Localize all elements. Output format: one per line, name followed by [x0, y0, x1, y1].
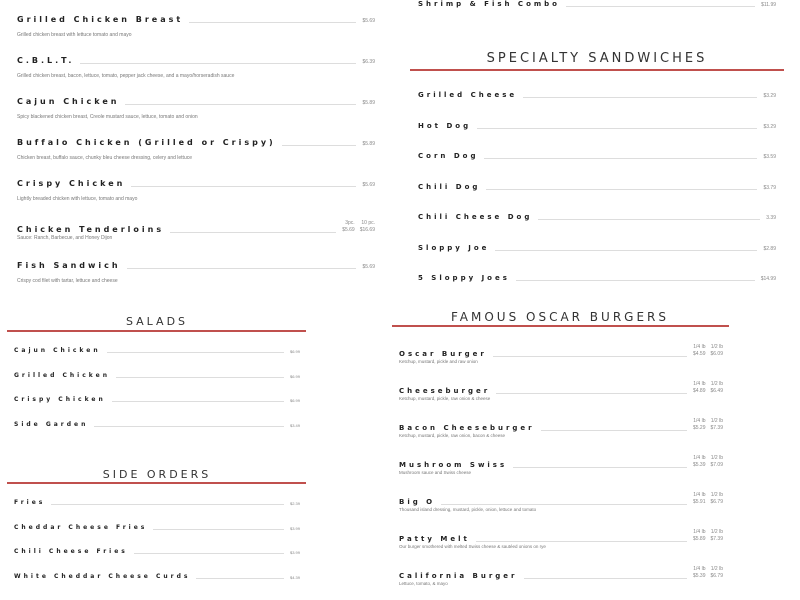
menu-item-row [14, 573, 300, 580]
item-name: Big O [399, 498, 436, 506]
leader-line [282, 144, 357, 146]
item-price: $5.89 [362, 100, 375, 106]
menu-item-row [14, 421, 300, 428]
leader-line [496, 392, 687, 394]
item-description: Grilled chicken breast with lettuce tomato and mayo [17, 32, 132, 38]
menu-item-row [399, 381, 723, 395]
item-name: 5 Sloppy Joes [418, 274, 510, 282]
size-label: 1/2 lb [710, 418, 723, 424]
price-grid [693, 418, 723, 432]
menu-item-row [17, 261, 375, 270]
size-label: 1/2 lb [710, 492, 723, 498]
leader-line [441, 503, 687, 505]
menu-item [17, 15, 375, 38]
size-label: 1/4 lb [693, 455, 706, 461]
item-name: Fish Sandwich [17, 261, 121, 270]
menu-item [399, 418, 723, 438]
item-price: $3.99 [289, 525, 300, 531]
size-label: 1/2 lb [710, 344, 723, 350]
menu-item-row [14, 372, 300, 379]
item-description: Ketchup, mustard, pickle, raw onion & cheese [399, 396, 491, 401]
menu-item [17, 138, 375, 161]
item-price: $5.69 [362, 18, 375, 24]
menu-item [418, 122, 776, 130]
item-price: $14.99 [760, 276, 776, 282]
menu-item [399, 492, 723, 512]
item-name: Mushroom Swiss [399, 461, 508, 469]
item-price: $7.39 [710, 536, 723, 542]
menu-item-row [418, 122, 776, 130]
menu-item [17, 97, 375, 120]
menu-item-row [418, 244, 776, 252]
item-name: Bacon Cheeseburger [399, 424, 535, 432]
leader-line [476, 540, 687, 542]
item-name: Oscar Burger [399, 350, 487, 358]
size-label: 1/4 lb [693, 492, 706, 498]
item-price: $2.89 [763, 245, 776, 252]
item-name: Grilled Chicken Breast [17, 15, 184, 24]
price-grid [693, 381, 723, 395]
item-description: Ketchup, mustard, pickle, raw onion, bacon & cheese [399, 433, 506, 438]
menu-item-row [14, 548, 300, 555]
item-price: $6.49 [710, 388, 723, 394]
menu-item [14, 548, 300, 555]
menu-item-row [399, 566, 723, 580]
menu-item-row [14, 499, 300, 506]
menu-item [418, 274, 776, 282]
item-description: Spicy blackened chicken breast, Creole mustard sauce, lettuce, tomato and onion [17, 114, 198, 120]
size-label: 1/4 lb [693, 418, 706, 424]
menu-item [399, 566, 723, 586]
size-label: 1/4 lb [693, 566, 706, 572]
size-label: 1/2 lb [710, 455, 723, 461]
item-name: Corn Dog [418, 152, 479, 160]
item-name: Chili Dog [418, 182, 481, 191]
leader-line [495, 249, 757, 251]
leader-line [484, 157, 757, 159]
item-name: Side Garden [14, 420, 89, 428]
menu-item-row [14, 347, 300, 354]
leader-line [112, 400, 284, 402]
item-price: $4.89 [692, 388, 706, 394]
size-label: 1/2 lb [710, 381, 723, 387]
item-name: Cajun Chicken [14, 347, 101, 354]
price-grid [693, 492, 723, 506]
item-price: $5.69 [362, 264, 375, 270]
item-name: C.B.L.T. [17, 56, 75, 65]
leader-line [493, 355, 687, 357]
item-price: $5.39 [692, 573, 706, 579]
item-name: Crispy Chicken [17, 179, 126, 188]
item-price: 3.39 [766, 215, 776, 221]
menu-item [17, 261, 375, 284]
menu-item-row [418, 213, 776, 221]
menu-item [14, 396, 300, 403]
menu-item [17, 179, 375, 202]
item-description: Mushroom sauce and Swiss cheese [399, 470, 472, 475]
menu-item [14, 524, 300, 531]
menu-item-row [14, 396, 300, 403]
item-name: Cajun Chicken [17, 97, 120, 106]
leader-line [131, 185, 356, 187]
section-title: SALADS [125, 315, 189, 328]
menu-item [399, 455, 723, 475]
item-name: Buffalo Chicken (Grilled or Crispy) [17, 138, 276, 147]
item-name: Grilled Cheese [418, 91, 518, 99]
item-name: Grilled Chicken [14, 371, 110, 379]
section-title: SIDE ORDERS [102, 468, 212, 481]
menu-item [14, 499, 300, 506]
section-divider [392, 325, 729, 327]
leader-line [51, 503, 284, 505]
leader-line [153, 528, 284, 530]
item-name: California Burger [399, 572, 518, 580]
size-label: 1/2 lb [710, 529, 723, 535]
menu-item-row [418, 183, 776, 191]
item-name: Patty Melt [399, 535, 470, 543]
menu-item-row [17, 15, 375, 24]
item-name: White Cheddar Cheese Curds [14, 572, 191, 580]
menu-item-row [418, 0, 776, 8]
menu-item-row [17, 220, 375, 234]
price-grid [693, 455, 723, 469]
menu-item-row [17, 138, 375, 147]
item-description: Crispy cod filet with tartar, lettuce and cheese [17, 278, 118, 284]
section-divider [7, 482, 306, 484]
size-label: 10 pc. [361, 220, 375, 226]
menu-item [14, 421, 300, 428]
menu-item-row [399, 492, 723, 506]
item-price: $6.09 [710, 351, 723, 357]
leader-line [541, 429, 687, 431]
menu-item [14, 573, 300, 580]
item-name: Shrimp & Fish Combo [418, 0, 560, 8]
menu-item [17, 220, 375, 241]
item-name: Chicken Tenderloins [17, 225, 165, 234]
item-name: Hot Dog [418, 121, 472, 130]
item-name: Cheeseburger [399, 387, 491, 395]
price-grid [693, 529, 723, 543]
leader-line [523, 96, 757, 98]
leader-line [116, 376, 284, 378]
menu-item-row [418, 152, 776, 160]
item-price: $5.29 [692, 425, 706, 431]
leader-line [196, 577, 284, 579]
size-label: 3pc. [345, 220, 355, 226]
item-description: Lightly breaded chicken with lettuce, tomato and mayo [17, 196, 138, 202]
item-description: Thousand island dressing, mustard, pickle, onion, lettuce and tomato [399, 507, 537, 512]
item-description: Lettuce, tomato, & mayo [399, 581, 448, 586]
size-label: 1/4 lb [693, 344, 706, 350]
item-price: $3.59 [763, 154, 776, 160]
menu-item [399, 529, 723, 549]
leader-line [538, 218, 760, 220]
menu-item-row [418, 274, 776, 282]
item-price: $3.99 [289, 550, 300, 555]
menu-item [14, 347, 300, 354]
menu-item [418, 91, 776, 99]
item-price: $5.89 [362, 141, 375, 147]
section-divider [7, 330, 306, 332]
item-price: $5.89 [692, 536, 706, 542]
item-price: $6.99 [289, 349, 300, 354]
menu-item-row [399, 418, 723, 432]
menu-item-row [17, 56, 375, 65]
leader-line [486, 188, 757, 190]
item-description: Sauce: Ranch, Barbecue, and Honey Dijon [17, 235, 113, 241]
menu-item [418, 244, 776, 252]
item-description: Our burger smothered with melted Swiss cheese & sautéed onions on rye [399, 544, 546, 549]
size-label: 1/4 lb [693, 381, 706, 387]
size-label: 1/2 lb [710, 566, 723, 572]
leader-line [107, 351, 284, 353]
item-price: $4.59 [692, 351, 706, 357]
item-name: Crispy Chicken [14, 396, 106, 403]
item-name: Chili Cheese Fries [14, 548, 128, 555]
item-name: Fries [14, 499, 46, 506]
menu-item-row [399, 529, 723, 543]
section-title: FAMOUS OSCAR BURGERS [450, 310, 669, 324]
menu-item-row [399, 344, 723, 358]
leader-line [125, 103, 356, 105]
menu-item [399, 381, 723, 401]
item-description: Grilled chicken breast, bacon, lettuce, tomato, pepper jack cheese, and a mayo/horseradish sauce [17, 73, 235, 79]
item-name: Chili Cheese Dog [418, 213, 533, 221]
item-price: $5.69 [342, 227, 355, 233]
menu-item [418, 183, 776, 191]
menu-item-row [17, 97, 375, 106]
item-price: $2.39 [289, 501, 300, 506]
item-price: $5.91 [692, 499, 706, 505]
item-price: $3.79 [763, 184, 776, 191]
menu-item [14, 372, 300, 379]
item-price: $6.99 [289, 398, 300, 403]
leader-line [513, 466, 687, 468]
item-name: Cheddar Cheese Fries [14, 523, 148, 531]
item-price: $4.39 [289, 574, 300, 580]
menu-item-row [17, 179, 375, 188]
item-price: $3.29 [763, 123, 776, 130]
leader-line [189, 21, 356, 23]
leader-line [516, 279, 755, 281]
item-price: $6.79 [710, 499, 723, 505]
section-title: SPECIALTY SANDWICHES [486, 51, 708, 66]
item-price: $16.69 [359, 227, 375, 233]
size-label: 1/4 lb [693, 529, 706, 535]
item-price: $3.29 [763, 93, 776, 99]
menu-item [418, 0, 776, 8]
leader-line [566, 5, 755, 7]
menu-item [399, 344, 723, 364]
price-grid [693, 566, 723, 580]
item-price: $3.49 [289, 422, 300, 428]
section-divider [410, 69, 784, 71]
leader-line [80, 62, 356, 64]
item-price: $7.09 [710, 462, 723, 468]
menu-item [418, 152, 776, 160]
price-grid [342, 220, 375, 234]
item-price: $6.39 [362, 59, 375, 65]
item-description: Ketchup, mustard, pickle and raw onion [399, 359, 478, 364]
item-price: $6.79 [710, 573, 723, 579]
item-price: $11.99 [761, 2, 776, 8]
leader-line [524, 577, 687, 579]
leader-line [134, 552, 284, 554]
leader-line [477, 127, 757, 129]
item-price: $7.39 [710, 425, 723, 431]
menu-item-row [418, 91, 776, 99]
menu-item [17, 56, 375, 79]
item-price: $5.39 [692, 462, 706, 468]
item-price: $6.99 [289, 373, 300, 379]
menu-item-row [14, 524, 300, 531]
menu-item [418, 213, 776, 221]
leader-line [127, 267, 357, 269]
item-description: Chicken breast, buffalo sauce, chunky bleu cheese dressing, celery and lettuce [17, 155, 193, 161]
leader-line [170, 231, 336, 233]
menu-item-row [399, 455, 723, 469]
item-name: Sloppy Joe [418, 243, 490, 252]
leader-line [94, 425, 284, 427]
price-grid [693, 344, 723, 358]
item-price: $5.69 [362, 182, 375, 188]
